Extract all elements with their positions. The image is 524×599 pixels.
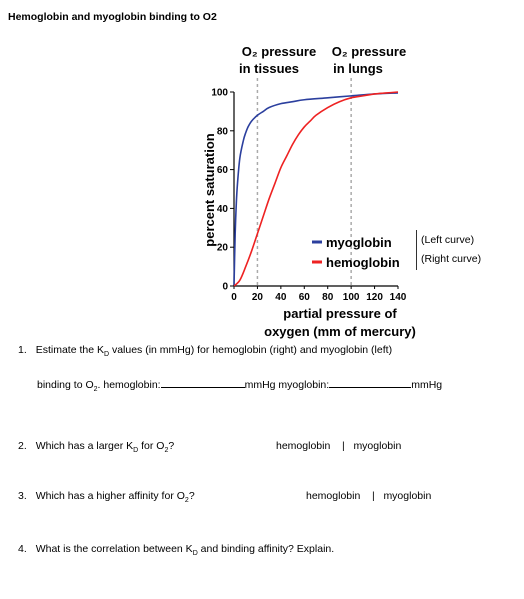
legend-hemoglobin-note: (Right curve) xyxy=(421,253,482,265)
legend xyxy=(312,230,481,270)
question-1-unit1: mmHg myoglobin: xyxy=(244,379,330,391)
question-3-text: Which has a higher affinity for O xyxy=(35,490,185,502)
legend-hemoglobin-label: hemoglobin xyxy=(326,255,400,270)
question-2-text: Which has a larger K xyxy=(35,440,134,452)
tissues-annotation-line1: O₂ pressure xyxy=(241,44,317,59)
question-2-number: 2. xyxy=(18,440,27,452)
hemoglobin-kd-blank[interactable] xyxy=(161,377,245,388)
y-tick-label: 20 xyxy=(216,242,228,254)
x-tick-label: 20 xyxy=(251,292,263,303)
y-tick-label: 80 xyxy=(216,126,228,138)
legend-myoglobin-label: myoglobin xyxy=(326,235,392,250)
question-1-text: Estimate the K xyxy=(35,344,104,356)
x-tick-label: 80 xyxy=(322,292,334,303)
question-4-kd-sub: D xyxy=(192,550,198,558)
question-2-end: ? xyxy=(168,440,175,452)
question-1-kd-sub: D xyxy=(103,351,110,359)
question-4 xyxy=(18,543,334,557)
legend-divider xyxy=(416,230,417,270)
y-tick-label: 0 xyxy=(222,281,228,293)
tissues-annotation-line2: in tissues xyxy=(239,61,299,76)
x-axis-label-line1: partial pressure of xyxy=(283,306,397,321)
question-3 xyxy=(18,490,195,504)
question-1-line2 xyxy=(37,377,442,393)
question-3-end: ? xyxy=(188,490,195,502)
y-tick-label: 100 xyxy=(211,87,228,99)
question-3-options[interactable]: hemoglobin | myoglobin xyxy=(306,490,432,502)
y-axis-label: percent saturation xyxy=(202,133,217,247)
question-4-text: What is the correlation between K xyxy=(35,543,193,555)
question-2-options[interactable]: hemoglobin | myoglobin xyxy=(276,440,402,452)
question-1-line1 xyxy=(18,344,392,358)
page-title: Hemoglobin and myoglobin binding to O2 xyxy=(8,11,217,23)
lungs-annotation-line2: in lungs xyxy=(333,61,383,76)
x-tick-label: 120 xyxy=(366,292,383,303)
question-1-line2-rest: . hemoglobin: xyxy=(97,379,161,391)
x-tick-label: 40 xyxy=(275,292,287,303)
question-2-text-rest: for O xyxy=(138,440,165,452)
question-1-line2-start: binding to O xyxy=(37,379,94,391)
x-tick-label: 140 xyxy=(389,292,407,303)
x-tick-label: 0 xyxy=(231,292,237,303)
myoglobin-kd-blank[interactable] xyxy=(329,377,411,388)
question-4-text-rest: and binding affinity? Explain. xyxy=(197,543,335,555)
x-axis-label-line2: oxygen (mm of mercury) xyxy=(264,324,416,339)
question-2 xyxy=(18,440,174,454)
x-tick-label: 100 xyxy=(342,292,360,303)
question-2-kd-sub: D xyxy=(133,447,139,455)
lungs-annotation-line1: O₂ pressure xyxy=(331,44,407,59)
question-1-unit2: mmHg xyxy=(411,379,443,391)
x-tick-label: 60 xyxy=(298,292,310,303)
question-4-number: 4. xyxy=(18,543,27,555)
legend-myoglobin-note: (Left curve) xyxy=(421,234,475,246)
question-3-o2-sub: 2 xyxy=(184,497,189,505)
question-1-number: 1. xyxy=(18,344,27,356)
question-3-number: 3. xyxy=(18,490,27,502)
question-1-text-rest: values (in mmHg) for hemoglobin (right) and myoglobin (left) xyxy=(109,344,393,356)
y-tick-label: 60 xyxy=(216,165,228,177)
y-tick-label: 40 xyxy=(216,203,228,215)
question-1-o2-sub: 2 xyxy=(93,386,98,394)
question-2-o2-sub: 2 xyxy=(164,447,169,455)
